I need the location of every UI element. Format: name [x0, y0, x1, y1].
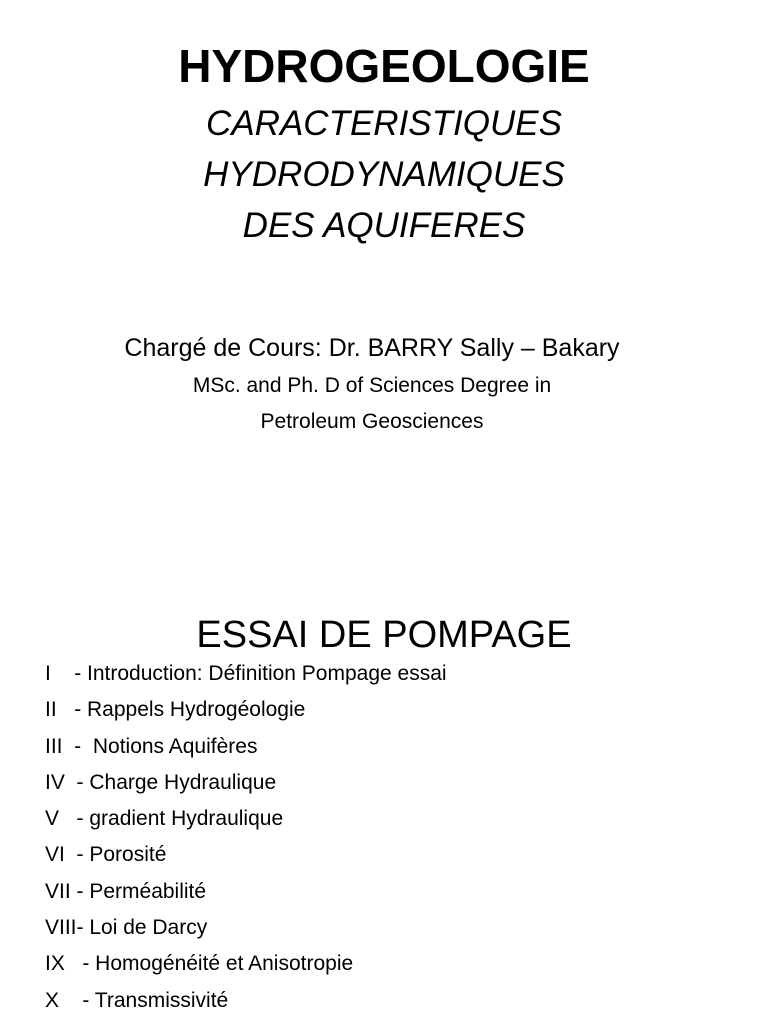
toc-numeral: VI	[45, 843, 77, 867]
subtitle-line: HYDRODYNAMIQUES	[203, 155, 565, 194]
toc-item	[45, 729, 447, 765]
degree-line: Petroleum Geosciences	[260, 410, 484, 433]
subtitle	[0, 98, 768, 251]
table-of-contents	[45, 656, 447, 1019]
toc-numeral: III -	[45, 734, 93, 758]
toc-item	[45, 692, 447, 728]
degree-line: MSc. and Ph. D of Sciences Degree in	[192, 374, 552, 397]
toc-item	[45, 837, 447, 873]
toc-label: - gradient Hydraulique	[76, 807, 284, 831]
toc-numeral: X	[45, 988, 83, 1012]
toc-numeral: IV	[45, 770, 77, 794]
toc-label: - Rappels Hydrogéologie	[74, 698, 306, 722]
toc-label: - Perméabilité	[76, 879, 207, 903]
toc-label: - Transmissivité	[82, 988, 229, 1012]
toc-item	[45, 656, 447, 692]
toc-numeral: VIII	[45, 916, 77, 940]
toc-item	[45, 874, 447, 910]
lecturer-name: Chargé de Cours: Dr. BARRY Sally – Bakary	[124, 334, 620, 362]
toc-item	[45, 765, 447, 801]
toc-item	[45, 946, 447, 982]
toc-numeral: VII	[45, 879, 77, 903]
toc-label: - Porosité	[76, 843, 167, 867]
toc-item	[45, 983, 447, 1019]
toc-numeral: V	[45, 807, 77, 831]
toc-item	[45, 801, 447, 837]
toc-item	[45, 910, 447, 946]
subtitle-line: CARACTERISTIQUES	[206, 104, 562, 143]
subtitle-line: DES AQUIFERES	[242, 206, 526, 245]
toc-label: Notions Aquifères	[92, 734, 258, 758]
toc-numeral: IX	[45, 952, 83, 976]
toc-label: - Homogénéité et Anisotropie	[82, 952, 354, 976]
toc-label: - Charge Hydraulique	[76, 770, 277, 794]
main-title: HYDROGEOLOGIE	[178, 40, 590, 92]
toc-numeral: II	[45, 698, 75, 722]
toc-label: - Introduction: Définition Pompage essai	[74, 662, 447, 685]
contents-slide	[0, 520, 768, 1024]
section-title: ESSAI DE POMPAGE	[196, 614, 572, 656]
toc-label: - Loi de Darcy	[76, 916, 208, 940]
toc-numeral: I	[45, 662, 75, 685]
lecturer-degree	[0, 368, 744, 440]
